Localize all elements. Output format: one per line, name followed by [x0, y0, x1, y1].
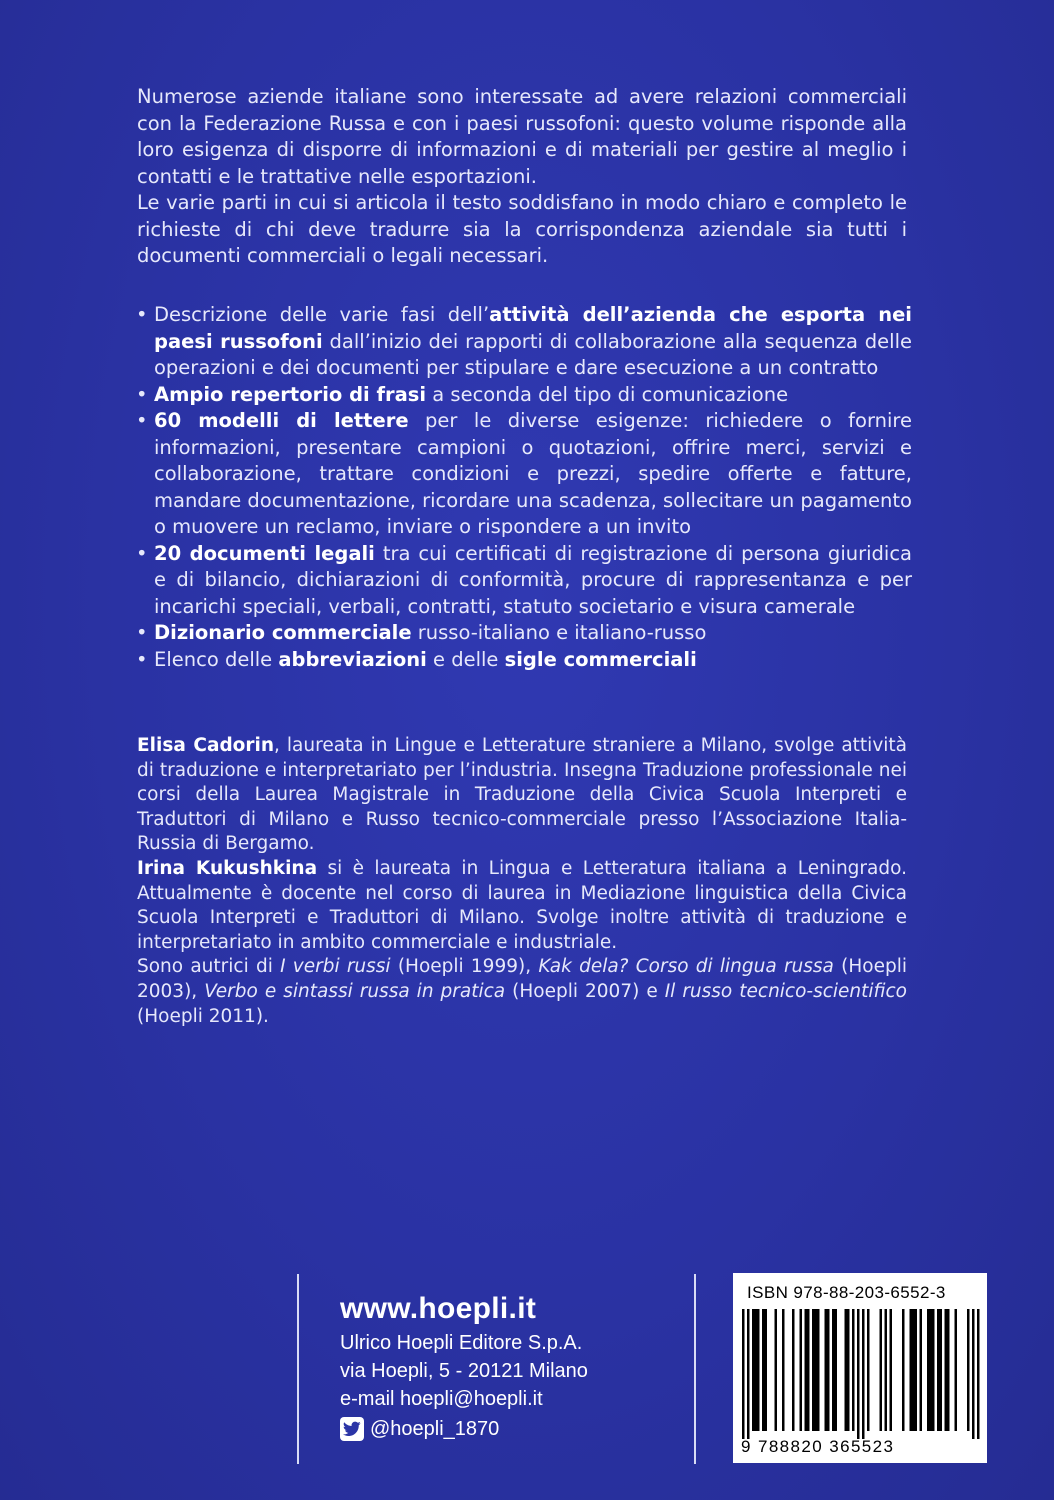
divider-line — [297, 1274, 299, 1464]
book-title: Il russo tecnico-scientifico — [664, 980, 907, 1002]
features-list — [132, 302, 912, 673]
authors-bio — [137, 734, 907, 1029]
intro-paragraph: Numerose aziende italiane sono interessate ad avere relazioni commerciali con la Federazione Russa e con i paesi russofoni: questo volume risponde alla loro esigenza di disporre di informazioni e di materiali per gestire al meglio i contatti e le trattative nelle esportazioni. — [137, 85, 907, 188]
feature-text: russo-italiano e italiano-russo — [411, 621, 707, 644]
works-text: Sono autrici di — [137, 956, 281, 978]
barcode-bar — [825, 1309, 828, 1431]
feature-highlight: 60 modelli di lettere — [154, 409, 409, 432]
feature-highlight: 20 documenti legali — [154, 541, 375, 565]
barcode — [739, 1309, 981, 1439]
feature-item — [132, 408, 912, 541]
author-bio-paragraph — [137, 857, 907, 955]
barcode-bar — [880, 1309, 883, 1431]
feature-text: dall’inizio dei rapporti di collaborazione alla sequenza delle operazioni e dei documenti per stipulare e dare esecuzione a un contratto — [154, 329, 912, 379]
barcode-bar — [757, 1309, 760, 1431]
barcode-bar — [862, 1309, 865, 1439]
author-name: Elisa Cadorin — [137, 735, 275, 756]
barcode-bar — [955, 1309, 958, 1431]
barcode-bar — [752, 1309, 755, 1431]
intro-text — [137, 84, 907, 270]
barcode-bar — [817, 1309, 820, 1431]
author-name: Irina Kukushkina — [137, 857, 318, 879]
book-title: Kak dela? Corso di lingua russa — [538, 956, 834, 978]
works-paragraph — [137, 955, 907, 1029]
barcode-bar — [920, 1309, 923, 1431]
barcode-bar — [977, 1309, 980, 1439]
barcode-bar — [742, 1309, 745, 1439]
feature-text: Elenco delle — [154, 647, 279, 671]
barcode-bar — [747, 1309, 750, 1439]
works-text: (Hoepli 2007) e — [505, 980, 665, 1002]
barcode-digits: 9 788820 365523 — [741, 1437, 895, 1456]
barcode-bar — [852, 1309, 855, 1431]
barcode-bar — [937, 1309, 940, 1431]
barcode-bar — [932, 1309, 935, 1431]
barcode-bar — [945, 1309, 948, 1431]
barcode-bar — [967, 1309, 970, 1431]
barcode-bar — [775, 1309, 778, 1431]
works-text: (Hoepli 2003), — [137, 956, 907, 1002]
twitter-handle-text: @hoepli_1870 — [370, 1418, 500, 1440]
publisher-name: Ulrico Hoepli Editore S.p.A. — [340, 1332, 583, 1354]
bullet: • — [136, 541, 148, 565]
barcode-bar — [910, 1309, 913, 1431]
barcode-bar — [812, 1309, 815, 1431]
barcode-bar — [847, 1309, 850, 1431]
twitter-bird-icon — [340, 1417, 364, 1441]
barcode-bar — [832, 1309, 835, 1431]
bullet: • — [136, 621, 148, 644]
feature-text: e delle — [426, 647, 505, 671]
divider-line — [694, 1274, 696, 1464]
author-bio-text: si è laureata in Lingua e Letteratura italiana a Leningrado. Attualmente è docente nel corso di laurea in Mediazione linguistica della Civica Scuola Interpreti e Traduttori di Milano. Svolge inoltre attività di traduzione e interpretariato in ambito commerciale e industriale. — [137, 857, 907, 953]
barcode-bar — [972, 1309, 975, 1439]
book-title: Verbo e sintassi russa in pratica — [204, 980, 506, 1002]
bullet: • — [136, 647, 148, 671]
feature-highlight: abbreviazioni — [278, 647, 427, 671]
barcode-bar — [902, 1309, 905, 1431]
author-bio-text: , laureata in Lingue e Letterature straniere a Milano, svolge attività di traduzione e interpretariato per l’industria. Insegna Traduzione professionale nei corsi della Laurea Magistrale in Traduzione della Civica Scuola Interpreti e Traduttori di Milano e Russo tecnico-commerciale presso l’Associazione Italia-Russia di Bergamo. — [137, 735, 907, 855]
barcode-bar — [912, 1309, 915, 1431]
barcode-bar — [915, 1309, 918, 1431]
barcode-bar — [807, 1309, 810, 1431]
feature-highlight: attività dell’azienda che esporta nei paesi russofoni — [154, 303, 912, 353]
book-title: I verbi russi — [280, 956, 391, 978]
barcode-bar — [890, 1309, 893, 1431]
author-bio-paragraph — [137, 734, 907, 857]
intro-paragraph: Le varie parti in cui si articola il testo soddisfano in modo chiaro e completo le richieste di chi deve tradurre sia la corrispondenza aziendale sia tutti i documenti commerciali o legali necessari. — [137, 191, 907, 267]
feature-item — [132, 382, 912, 409]
feature-item — [132, 302, 912, 382]
feature-text: per le diverse esigenze: richiedere o fornire informazioni, presentare campioni o quotazioni, offrire merci, servizi e collaborazione, trattare condizioni e prezzi, spedire offerte e fatture, mandare documentazione, ricordare una scadenza, sollecitare un pagamento o muovere un reclamo, inviare o rispondere a un invito — [154, 409, 912, 538]
barcode-bar — [800, 1309, 803, 1431]
barcode-bar — [885, 1309, 888, 1431]
bullet: • — [136, 303, 148, 326]
publisher-email[interactable]: e-mail hoepli@hoepli.it — [340, 1388, 543, 1410]
feature-item — [132, 541, 912, 621]
bullet: • — [136, 409, 148, 432]
isbn-barcode-box — [733, 1273, 987, 1463]
barcode-bar — [867, 1309, 870, 1431]
feature-item — [132, 620, 912, 647]
feature-highlight: Ampio repertorio di frasi — [154, 382, 427, 406]
barcode-bar — [927, 1309, 930, 1431]
barcode-bar — [947, 1309, 950, 1431]
barcode-bar — [815, 1309, 818, 1431]
barcode-bar — [762, 1309, 765, 1431]
publisher-address: via Hoepli, 5 - 20121 Milano — [340, 1360, 588, 1382]
feature-text: a seconda del tipo di comunicazione — [426, 382, 789, 406]
feature-highlight: sigle commerciali — [504, 647, 697, 671]
bullet: • — [136, 382, 148, 406]
feature-text: tra cui certificati di registrazione di persona giuridica e di bilancio, dichiarazioni di conformità, procure di rappresentanza e per incarichi speciali, verbali, contratti, statuto societario e visura camerale — [154, 541, 912, 618]
feature-text: Descrizione delle varie fasi dell’ — [154, 303, 490, 326]
barcode-bar — [845, 1309, 848, 1431]
barcode-bar — [827, 1309, 830, 1431]
barcode-bar — [792, 1309, 795, 1431]
barcode-bar — [765, 1309, 768, 1431]
works-text: (Hoepli 1999), — [390, 956, 539, 978]
publisher-url[interactable]: www.hoepli.it — [340, 1292, 537, 1325]
barcode-bar — [782, 1309, 785, 1431]
feature-highlight: Dizionario commerciale — [154, 621, 412, 644]
barcode-bar — [835, 1309, 838, 1431]
barcode-bar — [755, 1309, 758, 1431]
barcode-bar — [940, 1309, 943, 1431]
feature-item — [132, 647, 912, 674]
twitter-handle[interactable] — [340, 1415, 670, 1443]
isbn-label: ISBN 978-88-203-6552-3 — [747, 1283, 946, 1302]
works-text: (Hoepli 2011). — [137, 1005, 269, 1027]
barcode-bar — [930, 1309, 933, 1431]
barcode-bar — [805, 1309, 808, 1431]
barcode-bar — [857, 1309, 860, 1439]
publisher-info — [340, 1289, 670, 1443]
